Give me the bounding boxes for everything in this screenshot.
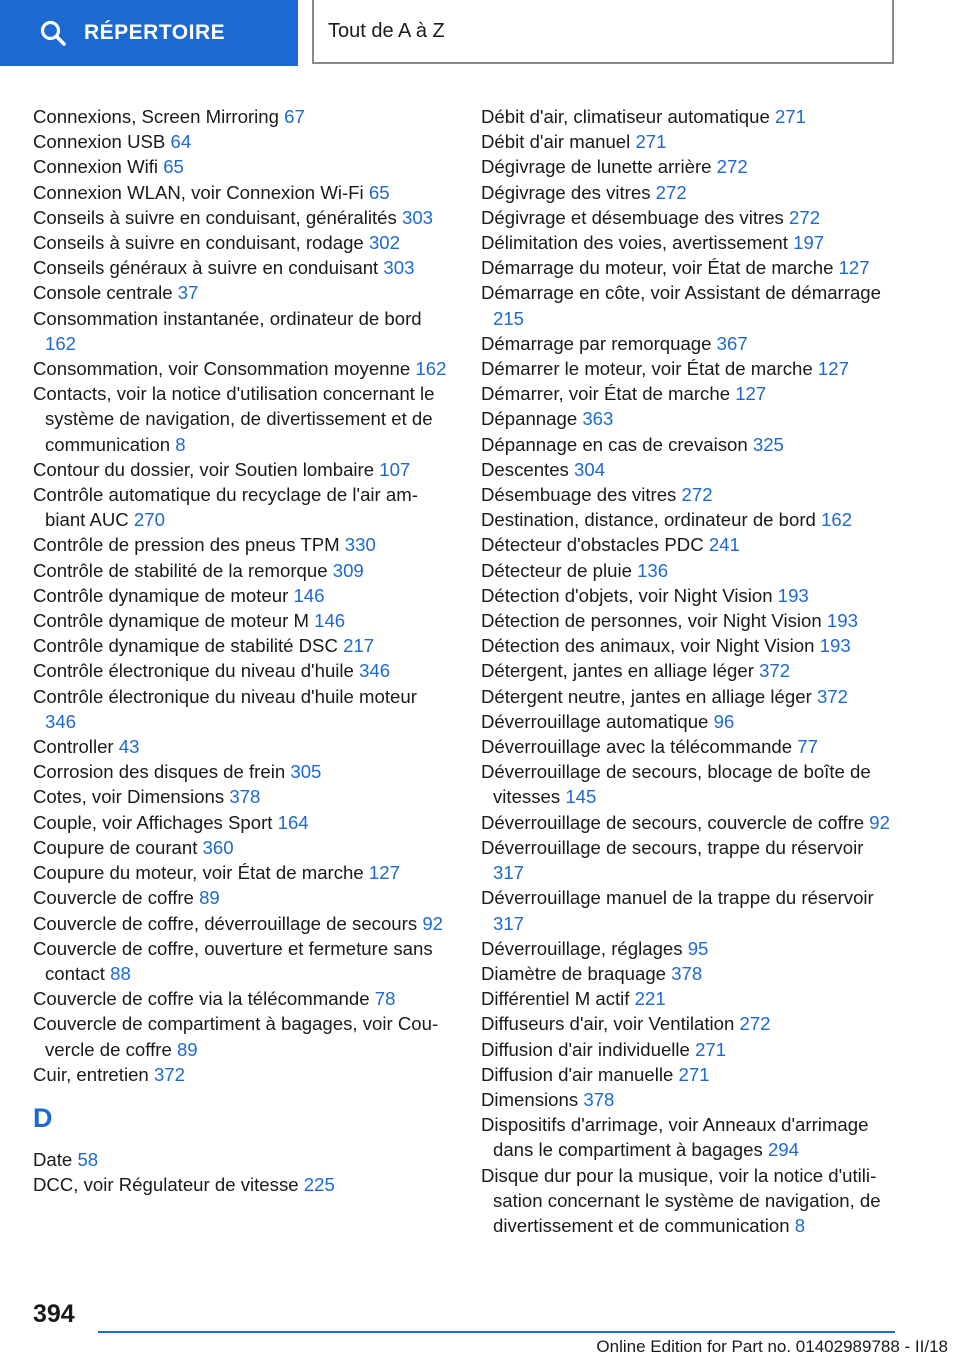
index-entry-text: Déverrouillage de secours, trappe du réservoir — [481, 836, 864, 858]
page-link[interactable]: 92 — [869, 811, 890, 833]
index-entry — [33, 457, 449, 482]
page-link[interactable]: 372 — [816, 685, 848, 707]
page-link[interactable]: 127 — [817, 358, 849, 380]
page-link[interactable]: 215 — [493, 307, 525, 329]
index-entry — [33, 129, 449, 154]
index-entry-text: Détecteur d'obstacles PDC — [481, 534, 704, 556]
index-entry-text: Démarrage en côte, voir Assistant de démarrage — [481, 282, 881, 304]
page-link[interactable]: 78 — [374, 988, 396, 1010]
index-entry — [33, 784, 449, 809]
index-entry-text: Console centrale — [33, 282, 173, 304]
index-entry — [33, 356, 449, 381]
index-entry — [33, 532, 449, 557]
page-link[interactable]: 77 — [797, 736, 818, 758]
index-entry-text: Couvercle de coffre, ouverture et fermeture sans contact — [33, 937, 433, 984]
index-entry-text: Contrôle électronique du niveau d'huile moteur — [33, 685, 417, 707]
index-entry — [481, 406, 896, 431]
index-entry-text: Connexion Wifi — [33, 156, 159, 178]
page-link[interactable]: 372 — [759, 660, 791, 682]
index-entry — [481, 835, 896, 885]
index-group-d — [33, 1147, 449, 1197]
index-entry-text: Dégivrage de lunette arrière — [481, 156, 712, 178]
page-link[interactable]: 303 — [402, 206, 434, 228]
index-entry-text: Cotes, voir Dimensions — [33, 786, 225, 808]
index-entry — [33, 658, 449, 683]
index-entry — [481, 633, 896, 658]
page-link[interactable]: 162 — [415, 358, 447, 380]
index-entry — [481, 205, 896, 230]
page-link[interactable]: 127 — [735, 383, 767, 405]
page-link[interactable]: 221 — [634, 988, 666, 1010]
page-link[interactable]: 193 — [826, 610, 858, 632]
index-entry-text: Coupure de courant — [33, 836, 198, 858]
index-entry — [481, 381, 896, 406]
index-entry-text: Dépannage en cas de crevaison — [481, 433, 748, 455]
index-entry-text: Contour du dossier, voir Soutien lombaire — [33, 458, 375, 480]
index-letter-heading: D — [33, 1102, 53, 1133]
page-link[interactable]: 127 — [838, 257, 870, 279]
page-link[interactable]: 162 — [821, 509, 853, 531]
index-entry-text: Contrôle électronique du niveau d'huile — [33, 660, 354, 682]
index-entry-text: Contacts, voir la notice d'utilisation concernant le système de navigation, de divertissement et de communication — [33, 383, 435, 455]
page-link[interactable]: 272 — [681, 484, 713, 506]
index-entry — [33, 986, 449, 1011]
index-entry — [481, 129, 896, 154]
page-link[interactable]: 58 — [77, 1148, 99, 1170]
index-entry — [481, 331, 896, 356]
index-entry-text: Contrôle dynamique de moteur M — [33, 610, 309, 632]
index-entry — [481, 1011, 896, 1036]
page-link[interactable]: 64 — [170, 131, 192, 153]
index-entry — [33, 810, 449, 835]
index-entry-text: Délimitation des voies, avertissement — [481, 232, 788, 254]
index-entry — [33, 684, 449, 734]
page-link[interactable]: 96 — [713, 710, 735, 732]
index-entry — [33, 759, 449, 784]
page-link[interactable]: 378 — [229, 786, 261, 808]
index-entry — [481, 658, 896, 683]
index-group-c — [33, 104, 449, 1087]
page-link[interactable]: 304 — [574, 458, 606, 480]
index-entry-text: Déverrouillage de secours, blocage de boîte de vitesses — [481, 761, 871, 808]
index-entry-text: Détection d'objets, voir Night Vision — [481, 584, 773, 606]
index-entry-text: Disque dur pour la musique, voir la notice d'utilisation concernant le système de navigation, de divertissement et de communication — [481, 1164, 881, 1236]
index-entry — [481, 1087, 896, 1112]
index-entry — [33, 860, 449, 885]
index-entry — [481, 180, 896, 205]
index-entry — [33, 1172, 449, 1197]
index-entry — [481, 255, 896, 280]
index-entry-text: Contrôle automatique du recyclage de l'air ambiant AUC — [33, 484, 418, 531]
page-link[interactable]: 8 — [175, 433, 186, 455]
page-link[interactable]: 317 — [493, 862, 525, 884]
index-entry-text: Contrôle dynamique de moteur — [33, 584, 289, 606]
page-header — [0, 0, 960, 66]
index-entry-text: Conseils à suivre en conduisant, rodage — [33, 232, 364, 254]
page-link[interactable]: 303 — [383, 257, 415, 279]
index-entry-text: Couple, voir Affichages Sport — [33, 811, 273, 833]
page-link[interactable]: 367 — [716, 332, 748, 354]
section-title-text: Tout de A à Z — [328, 19, 445, 42]
page-link[interactable]: 146 — [293, 584, 325, 606]
index-entry-text: Démarrer, voir État de marche — [481, 383, 731, 405]
index-entry — [33, 1062, 449, 1087]
index-entry — [33, 280, 449, 305]
page-link[interactable]: 145 — [565, 786, 597, 808]
page-link[interactable]: 346 — [359, 660, 391, 682]
index-entry — [33, 558, 449, 583]
index-entry — [481, 1112, 896, 1162]
page-link[interactable]: 271 — [635, 131, 667, 153]
index-entry-text: Diffusion d'air manuelle — [481, 1063, 674, 1085]
index-entry-text: Déverrouillage manuel de la trappe du réservoir — [481, 887, 874, 909]
index-entry — [33, 835, 449, 860]
index-column-left — [33, 104, 449, 1197]
page-link[interactable]: 272 — [716, 156, 748, 178]
page-link[interactable]: 164 — [277, 811, 309, 833]
index-entry — [33, 583, 449, 608]
index-entry-text: Désembuage des vitres — [481, 484, 677, 506]
index-entry — [481, 230, 896, 255]
index-entry-text: Démarrage par remorquage — [481, 332, 712, 354]
page-link[interactable]: 146 — [314, 610, 346, 632]
index-entry — [33, 734, 449, 759]
page-link[interactable]: 270 — [133, 509, 165, 531]
index-entry-text: Couvercle de coffre — [33, 887, 194, 909]
index-entry — [33, 154, 449, 179]
index-entry — [481, 154, 896, 179]
page-link[interactable]: 317 — [493, 912, 525, 934]
page-link[interactable]: 309 — [332, 559, 364, 581]
page-link[interactable]: 241 — [708, 534, 740, 556]
index-entry — [481, 104, 896, 129]
index-entry — [33, 482, 449, 532]
index-entry-text: Connexion USB — [33, 131, 166, 153]
page-link[interactable]: 92 — [422, 912, 443, 934]
index-entry-text: Détergent, jantes en alliage léger — [481, 660, 754, 682]
index-entry-text: Diffusion d'air individuelle — [481, 1038, 690, 1060]
index-entry-text: Couvercle de compartiment à bagages, voir Couvercle de coffre — [33, 1013, 439, 1060]
index-entry-text: Conseils à suivre en conduisant, généralités — [33, 206, 397, 228]
footer-edition: Online Edition for Part no. 01402989788 - II/18 — [596, 1337, 948, 1356]
index-entry-text: Détection de personnes, voir Night Vision — [481, 610, 822, 632]
page-link[interactable]: 271 — [678, 1063, 710, 1085]
page-link[interactable]: 217 — [343, 635, 375, 657]
page-link[interactable]: 305 — [290, 761, 322, 783]
index-entry-text: Déverrouillage de secours, couvercle de coffre — [481, 811, 865, 833]
index-entry — [481, 280, 896, 330]
page-link[interactable]: 271 — [695, 1038, 727, 1060]
index-entry — [33, 104, 449, 129]
page-link[interactable]: 89 — [199, 887, 220, 909]
index-entry-text: Déverrouillage automatique — [481, 710, 709, 732]
index-entry-text: Controller — [33, 736, 114, 758]
index-entry — [481, 709, 896, 734]
index-entry — [33, 608, 449, 633]
page-link[interactable]: 136 — [637, 559, 669, 581]
index-entry-text: Coupure du moteur, voir État de marche — [33, 862, 364, 884]
index-entry — [481, 734, 896, 759]
page-link[interactable]: 330 — [344, 534, 376, 556]
index-entry — [33, 936, 449, 986]
index-entry-text: Cuir, entretien — [33, 1063, 149, 1085]
page-link[interactable]: 378 — [671, 962, 703, 984]
index-entry — [481, 759, 896, 809]
repertoire-label: RÉPERTOIRE — [84, 21, 226, 44]
index-entry — [481, 608, 896, 633]
page-link[interactable]: 107 — [379, 458, 411, 480]
index-entry-text: Conseils généraux à suivre en conduisant — [33, 257, 379, 279]
index-group-d-continued — [481, 104, 896, 1238]
page-link[interactable]: 272 — [739, 1013, 771, 1035]
index-entry — [33, 381, 449, 457]
index-entry-text: Démarrer le moteur, voir État de marche — [481, 358, 813, 380]
index-entry — [481, 684, 896, 709]
page-link[interactable]: 89 — [176, 1038, 198, 1060]
index-entry — [481, 532, 896, 557]
index-entry-text: Diamètre de braquage — [481, 962, 667, 984]
index-entry — [481, 885, 896, 935]
index-entry — [481, 986, 896, 1011]
page-link[interactable]: 363 — [582, 408, 614, 430]
page-link[interactable]: 193 — [819, 635, 851, 657]
index-entry — [481, 810, 896, 835]
index-entry-text: DCC, voir Régulateur de vitesse — [33, 1174, 299, 1196]
index-entry-text: Démarrage du moteur, voir État de marche — [481, 257, 834, 279]
index-entry-text: Connexions, Screen Mirroring — [33, 106, 279, 127]
index-entry-text: Détecteur de pluie — [481, 559, 632, 581]
index-column-right — [481, 104, 896, 1238]
index-entry — [481, 936, 896, 961]
index-entry — [481, 558, 896, 583]
index-entry-text: Contrôle de stabilité de la remorque — [33, 559, 328, 581]
index-entry — [481, 583, 896, 608]
page-link[interactable]: 325 — [752, 433, 784, 455]
index-entry-text: Diffuseurs d'air, voir Ventilation — [481, 1013, 735, 1035]
page-link[interactable]: 37 — [177, 282, 199, 304]
index-entry-text: Déverrouillage, réglages — [481, 937, 683, 959]
page-link[interactable]: 346 — [45, 710, 77, 732]
footer-divider — [98, 1331, 895, 1333]
index-entry — [33, 255, 449, 280]
index-entry-text: Dépannage — [481, 408, 578, 430]
index-entry-text: Différentiel M actif — [481, 988, 630, 1010]
page-link[interactable]: 67 — [284, 106, 305, 127]
page-link[interactable]: 65 — [163, 156, 184, 178]
index-entry-text: Dispositifs d'arrimage, voir Anneaux d'arrimage dans le compartiment à bagages — [481, 1114, 869, 1161]
page-link[interactable]: 272 — [655, 181, 687, 203]
index-entry — [481, 356, 896, 381]
index-entry — [481, 1037, 896, 1062]
index-entry-text: Couvercle de coffre via la télécommande — [33, 988, 370, 1010]
page-link[interactable]: 197 — [793, 232, 825, 254]
page-link[interactable]: 43 — [118, 736, 140, 758]
index-entry-text: Débit d'air manuel — [481, 131, 631, 153]
index-entry-text: Contrôle de pression des pneus TPM — [33, 534, 340, 556]
index-entry — [33, 230, 449, 255]
index-entry — [33, 911, 449, 936]
index-entry-text: Couvercle de coffre, déverrouillage de secours — [33, 912, 418, 934]
index-entry-text: Connexion WLAN, voir Connexion Wi‑Fi — [33, 181, 364, 203]
page-link[interactable]: 272 — [789, 206, 821, 228]
page-link[interactable]: 294 — [767, 1139, 799, 1161]
index-entry — [33, 205, 449, 230]
page-link[interactable]: 8 — [794, 1214, 806, 1236]
index-entry-text: Dégivrage et désembuage des vitres — [481, 206, 784, 228]
index-entry-text: Descentes — [481, 458, 569, 480]
page-link[interactable]: 162 — [45, 332, 77, 354]
page-link[interactable]: 302 — [368, 232, 400, 254]
index-entry — [481, 482, 896, 507]
page-link[interactable]: 127 — [368, 862, 400, 884]
page-link[interactable]: 271 — [774, 106, 806, 127]
page-link[interactable]: 193 — [777, 584, 809, 606]
page-link[interactable]: 372 — [153, 1063, 185, 1085]
index-entry-text: Dégivrage des vitres — [481, 181, 651, 203]
index-entry-text: Déverrouillage avec la télécommande — [481, 736, 793, 758]
page-link[interactable]: 88 — [110, 962, 131, 984]
index-entry — [481, 1062, 896, 1087]
page-link[interactable]: 225 — [303, 1174, 335, 1196]
index-entry-text: Date — [33, 1148, 73, 1170]
index-entry-text: Contrôle dynamique de stabilité DSC — [33, 635, 338, 657]
index-entry — [33, 1147, 449, 1172]
repertoire-button[interactable] — [0, 0, 298, 66]
index-entry — [481, 961, 896, 986]
index-entry-text: Dimensions — [481, 1088, 579, 1110]
page-link[interactable]: 95 — [687, 937, 709, 959]
search-icon — [40, 20, 66, 46]
index-entry-text: Consommation instantanée, ordinateur de bord — [33, 307, 422, 329]
index-entry — [481, 1163, 896, 1239]
section-title — [312, 0, 894, 64]
index-entry-text: Destination, distance, ordinateur de bord — [481, 509, 816, 531]
page-number: 394 — [33, 1300, 75, 1328]
index-entry — [33, 885, 449, 910]
page-link[interactable]: 360 — [202, 836, 234, 858]
index-entry — [33, 306, 449, 356]
page-link[interactable]: 378 — [583, 1088, 615, 1110]
index-entry — [33, 1011, 449, 1061]
index-entry — [481, 507, 896, 532]
index-entry — [33, 180, 449, 205]
index-entry — [33, 633, 449, 658]
index-entry-text: Détergent neutre, jantes en alliage léger — [481, 685, 812, 707]
index-entry — [481, 432, 896, 457]
index-entry-text: Débit d'air, climatiseur automatique — [481, 106, 770, 127]
index-entry-text: Corrosion des disques de frein — [33, 761, 286, 783]
page-link[interactable]: 65 — [368, 181, 390, 203]
index-entry-text: Consommation, voir Consommation moyenne — [33, 358, 411, 380]
index-entry — [481, 457, 896, 482]
index-entry-text: Détection des animaux, voir Night Vision — [481, 635, 815, 657]
